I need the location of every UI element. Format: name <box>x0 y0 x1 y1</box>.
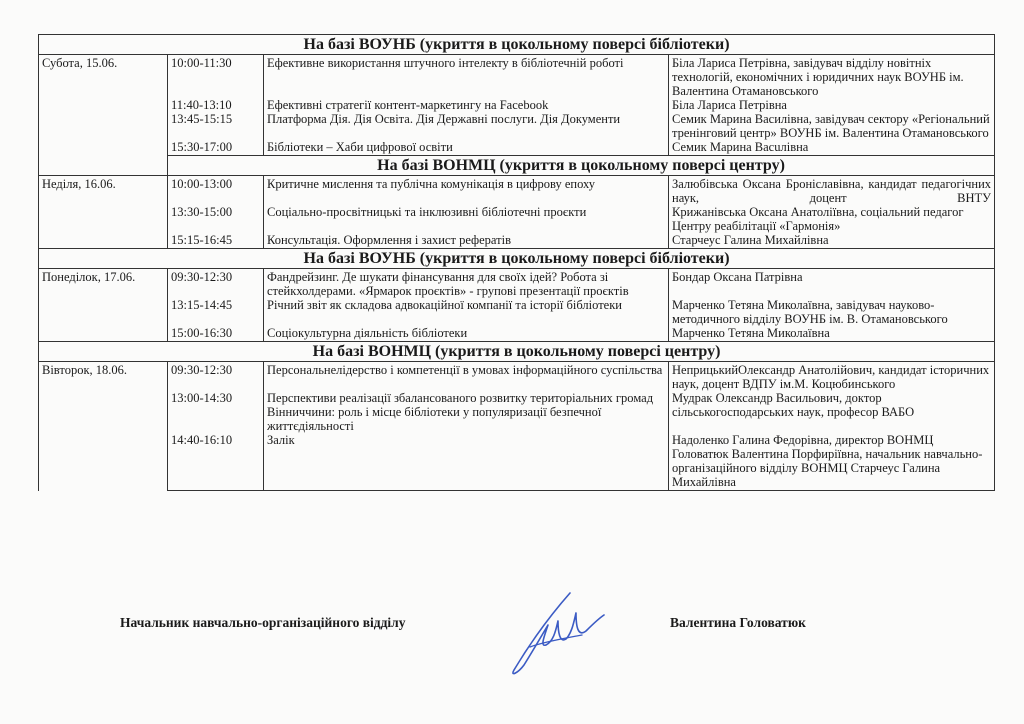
block-header: На базі ВОНМЦ (укриття в цокольному поверсі центру) <box>168 156 995 176</box>
day-cell: Субота, 15.06. <box>39 55 168 176</box>
time-cell: 13:00-14:30 <box>168 391 264 433</box>
time-cell: 13:15-14:45 <box>168 298 264 326</box>
footer <box>0 615 1024 635</box>
signatory-name: Валентина Головатюк <box>670 615 806 630</box>
speaker-cell: Залюбівська Оксана Броніславівна, кандидат педагогічних наук, доцент ВНТУ <box>669 176 995 206</box>
speaker-cell: Надоленко Галина Федорівна, директор ВОНМЦ Головатюк Валентина Порфиріївна, начальник навчально-організаційного відділу ВОНМЦ Старчеус Галина Михайлівна <box>669 433 995 491</box>
time-cell: 15:30-17:00 <box>168 140 264 156</box>
block-header: На базі ВОНМЦ (укриття в цокольному поверсі центру) <box>39 342 995 362</box>
table-row <box>39 433 995 491</box>
time-cell: 14:40-16:10 <box>168 433 264 491</box>
speaker-cell: НеприцькийОлександр Анатолійович, кандидат історичних наук, доцент ВДПУ ім.М. Коцюбинського <box>669 362 995 392</box>
day-cell: Понеділок, 17.06. <box>39 269 168 342</box>
block-header-row <box>39 35 995 55</box>
schedule-table <box>38 34 995 491</box>
table-row <box>39 98 995 112</box>
day-cell: Неділя, 16.06. <box>39 176 168 249</box>
topic-cell: Залік <box>264 433 669 491</box>
speaker-cell: Мудрак Олександр Васильович, доктор сільськогосподарських наук, професор ВАБО <box>669 391 995 433</box>
table-row <box>39 140 995 156</box>
topic-cell: Соціокультурна діяльність бібліотеки <box>264 326 669 342</box>
topic-cell: Соціально-просвітницькі та інклюзивні бібліотечні проєкти <box>264 205 669 233</box>
topic-cell: Критичне мислення та публічна комунікація в цифрову епоху <box>264 176 669 206</box>
signatory-position: Начальник навчально-організаційного відділу <box>120 615 406 630</box>
table-row <box>39 233 995 249</box>
topic-cell: Фандрейзинг. Де шукати фінансування для своїх ідей? Робота зі стейкхолдерами. «Ярмарок проєктів» - групові презентації проєктів <box>264 269 669 299</box>
table-row <box>39 326 995 342</box>
block-header-row <box>39 249 995 269</box>
block-header-row <box>39 342 995 362</box>
topic-cell: Консультація. Оформлення і захист рефератів <box>264 233 669 249</box>
time-cell: 10:00-13:00 <box>168 176 264 206</box>
time-cell: 09:30-12:30 <box>168 362 264 392</box>
time-cell: 15:15-16:45 <box>168 233 264 249</box>
topic-cell: Ефективні стратегії контент-маркетингу на Facebook <box>264 98 669 112</box>
table-row <box>39 176 995 206</box>
speaker-cell: Старчеус Галина Михайлівна <box>669 233 995 249</box>
block-header: На базі ВОУНБ (укриття в цокольному поверсі бібліотеки) <box>39 249 995 269</box>
table-row <box>39 205 995 233</box>
topic-cell: Ефективне використання штучного інтелекту в бібліотечній роботі <box>264 55 669 99</box>
table-row <box>39 112 995 140</box>
speaker-cell: Марченко Тетяна Миколаївна, завідувач науково-методичного відділу ВОУНБ ім. В. Отамановського <box>669 298 995 326</box>
speaker-cell: Семик Марина Василівна, завідувач сектору «Регіональний тренінговий центр» ВОУНБ ім. Валентина Отамановського <box>669 112 995 140</box>
table-row <box>39 391 995 433</box>
speaker-cell: Семик Марина Васuлівна <box>669 140 995 156</box>
day-cell: Вівторок, 18.06. <box>39 362 168 491</box>
table-row <box>39 55 995 99</box>
block-header: На базі ВОУНБ (укриття в цокольному поверсі бібліотеки) <box>39 35 995 55</box>
time-cell: 09:30-12:30 <box>168 269 264 299</box>
time-cell: 10:00-11:30 <box>168 55 264 99</box>
time-cell: 13:30-15:00 <box>168 205 264 233</box>
table-row <box>39 269 995 299</box>
time-cell: 15:00-16:30 <box>168 326 264 342</box>
topic-cell: Річний звіт як складова адвокаційної компанії та історії бібліотеки <box>264 298 669 326</box>
speaker-cell: Бондар Оксана Патрівна <box>669 269 995 299</box>
time-cell: 13:45-15:15 <box>168 112 264 140</box>
speaker-cell: Біла Лариса Петрівна <box>669 98 995 112</box>
block-header-row <box>39 156 995 176</box>
topic-cell: Персональнелідерство і компетенції в умовах інформаційного суспільства <box>264 362 669 392</box>
speaker-cell: Крижанівська Оксана Анатоліївна, соціальний педагог Центру реабілітації «Гармонія» <box>669 205 995 233</box>
time-cell: 11:40-13:10 <box>168 98 264 112</box>
topic-cell: Платформа Дія. Дія Освіта. Дія Державні послуги. Дія Документи <box>264 112 669 140</box>
table-row <box>39 298 995 326</box>
topic-cell: Бібліотеки – Хаби цифрової освіти <box>264 140 669 156</box>
speaker-cell: Марченко Тетяна Миколаївна <box>669 326 995 342</box>
speaker-cell: Біла Лариса Петрівна, завідувач відділу новітніх технологій, економічних і юридичних наук ВОУНБ ім. Валентина Отамановського <box>669 55 995 99</box>
topic-cell: Перспективи реалізації збалансованого розвитку територіальних громад Вінниччини: роль і місце бібліотеки у популяризації безпечної життєдіяльності <box>264 391 669 433</box>
table-row <box>39 362 995 392</box>
